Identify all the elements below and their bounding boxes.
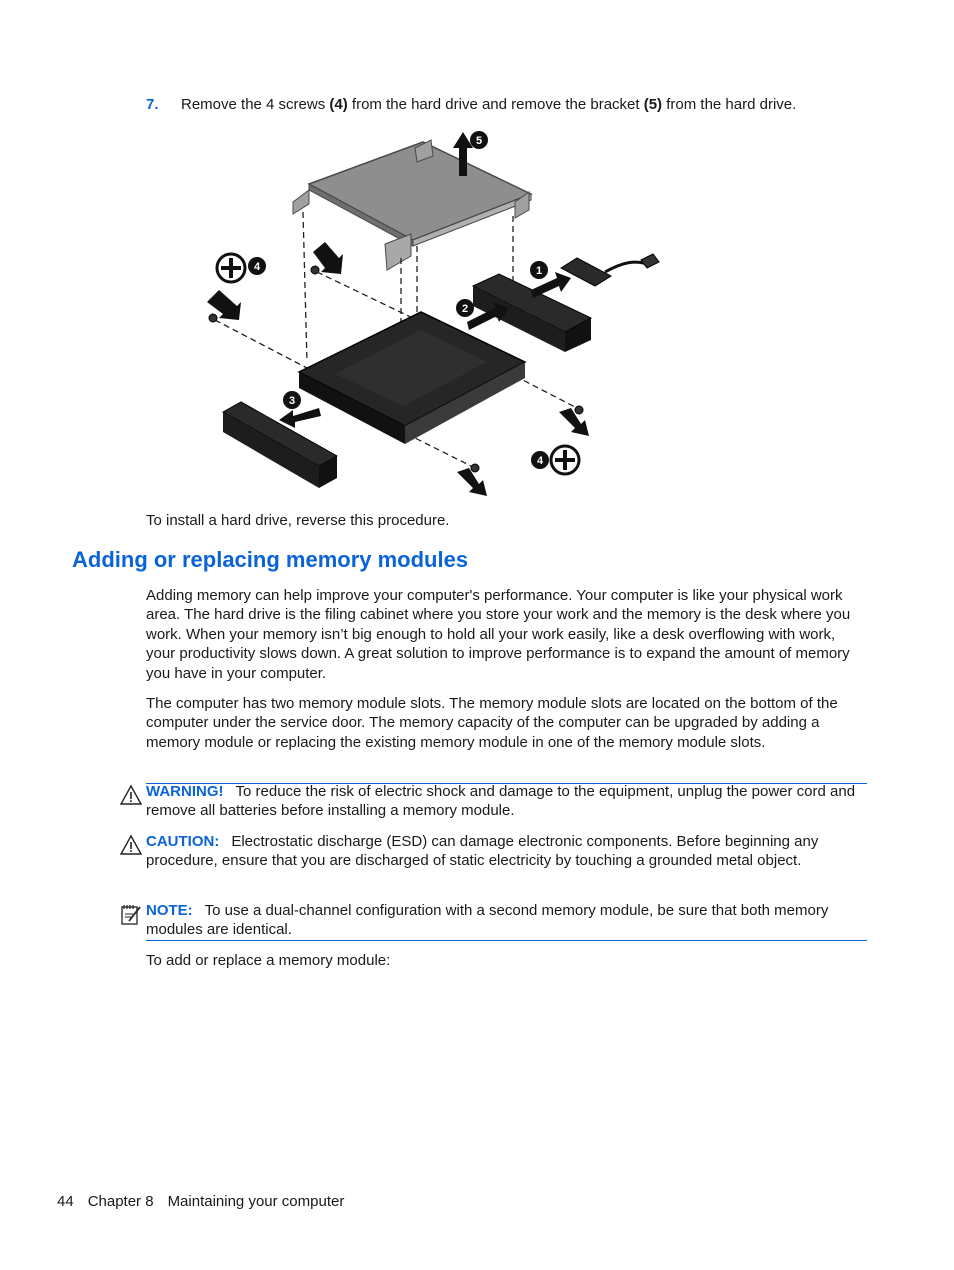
page-number: 44	[57, 1193, 74, 1210]
hard-drive-image	[299, 312, 525, 444]
screw-callout-ref: (4)	[329, 96, 348, 113]
note-notice	[146, 901, 858, 940]
warning-notice	[146, 782, 858, 821]
note-label: NOTE:	[146, 902, 193, 919]
install-instruction: To install a hard drive, reverse this procedure.	[146, 512, 450, 529]
paragraph-intro: Adding memory can help improve your computer's performance. Your computer is like your physical work area. The hard drive is the filing cabinet where you store your work and the memory is the desk where you work. When your memory isn’t big enough to hold all your work easily, like a desk overflowing with work, your productivity slows down. A great solution to improve performance is to expand the amount of memory you have in your computer.	[146, 587, 851, 682]
callout-3: 3	[288, 395, 296, 407]
note-pad-icon	[120, 903, 142, 925]
hard-drive-removal-illustration	[195, 126, 675, 498]
warning-label: WARNING!	[146, 783, 224, 800]
chapter-number: Chapter 8	[87, 1193, 154, 1210]
note-text: To use a dual-channel configuration with a second memory module, be sure that both memory modules are identical.	[146, 902, 829, 939]
callout-4b: 4	[536, 455, 544, 467]
step-text-c: from the hard drive.	[662, 96, 797, 113]
warning-triangle-icon	[120, 784, 142, 806]
notice-bottom-rule	[146, 940, 867, 941]
caution-triangle-icon	[120, 834, 142, 856]
chapter-title: Maintaining your computer	[167, 1193, 345, 1210]
step-instruction	[181, 95, 796, 114]
paragraph-slots: The computer has two memory module slots. The memory module slots are located on the bottom of the computer under the service door. The memory capacity of the computer can be upgraded by adding a memory module or replacing the existing memory module in one of the memory module slots.	[146, 695, 838, 751]
caution-text: Electrostatic discharge (ESD) can damage electronic components. Before beginning any procedure, ensure that you are discharged of static electricity by touching a grounded metal object.	[146, 833, 819, 870]
step-number: 7.	[146, 96, 159, 113]
warning-text: To reduce the risk of electric shock and damage to the equipment, unplug the power cord and remove all batteries before installing a memory module.	[146, 783, 856, 820]
step-text-a: Remove the 4 screws	[181, 96, 330, 113]
callout-5: 5	[475, 135, 483, 147]
callout-4a: 4	[253, 261, 261, 273]
caution-label: CAUTION:	[146, 833, 220, 850]
final-step-intro: To add or replace a memory module:	[146, 952, 391, 969]
section-title: Adding or replacing memory modules	[72, 547, 469, 572]
page-footer	[57, 1192, 358, 1211]
step-text-b: from the hard drive and remove the bracket	[347, 96, 644, 113]
callout-2: 2	[461, 303, 469, 315]
caution-notice	[146, 832, 858, 871]
callout-1: 1	[535, 265, 543, 277]
bracket-callout-ref: (5)	[643, 96, 663, 113]
drive-cable-image	[561, 254, 659, 286]
